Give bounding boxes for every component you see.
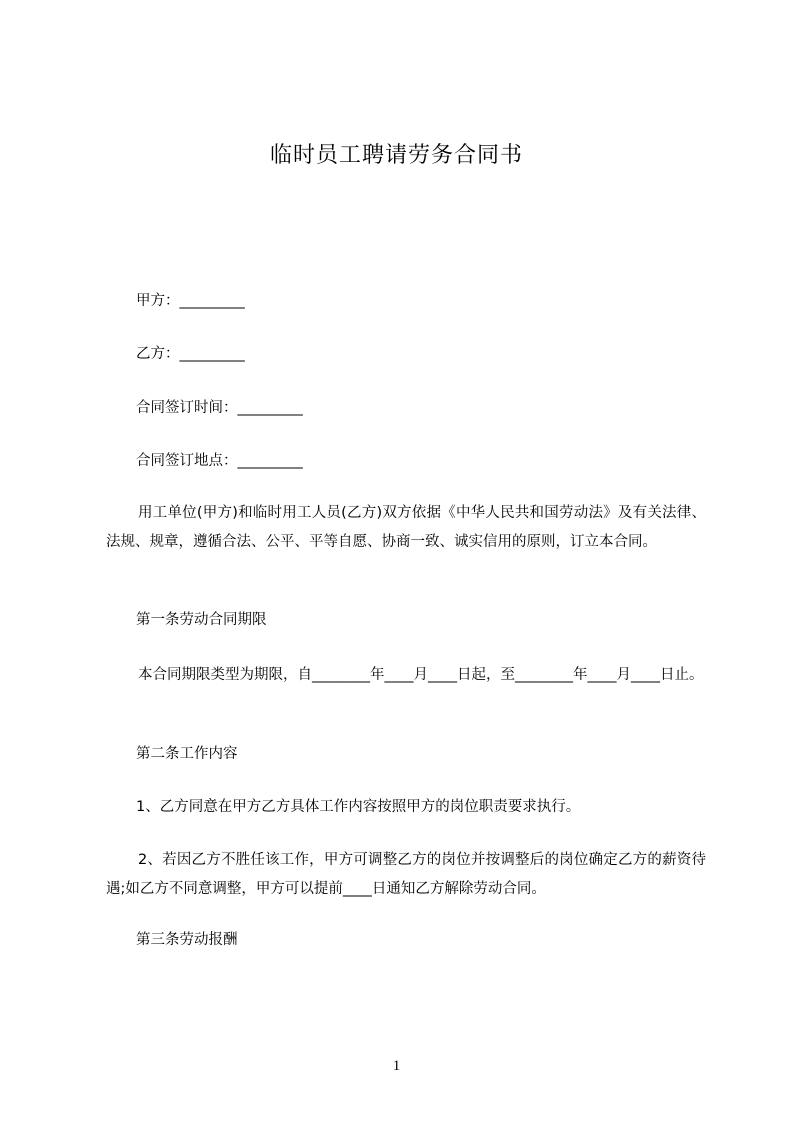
party-b-line: 乙方：_________ bbox=[136, 346, 245, 362]
party-a-line: 甲方：_________ bbox=[136, 293, 245, 309]
article-1-paragraph: 本合同期限类型为期限，自________年____月____日起，至________年____月____日止。 bbox=[138, 667, 704, 683]
article-1-heading: 第一条劳动合同期限 bbox=[136, 612, 267, 628]
page-number: 1 bbox=[392, 1058, 401, 1074]
article-2-item-1: 1、乙方同意在甲方乙方具体工作内容按照甲方的岗位职责要求执行。 bbox=[136, 799, 581, 815]
article-3-heading: 第三条劳动报酬 bbox=[136, 932, 238, 948]
sign-place-line: 合同签订地点：_________ bbox=[136, 453, 303, 469]
article-2-item-2: 2、若因乙方不胜任该工作，甲方可调整乙方的岗位并按调整后的岗位确定乙方的薪资待遇;如乙方不同意调整，甲方可以提前____日通知乙方解除劳动合同。 bbox=[106, 852, 706, 897]
article-2-heading: 第二条工作内容 bbox=[136, 746, 238, 762]
document-title: 临时员工聘请劳务合同书 bbox=[269, 143, 523, 168]
sign-time-line: 合同签订时间：_________ bbox=[136, 400, 303, 416]
preamble-paragraph: 用工单位(甲方)和临时用工人员(乙方)双方依据《中华人民共和国劳动法》及有关法律、法规、规章，遵循合法、公平、平等自愿、协商一致、诚实信用的原则，订立本合同。 bbox=[106, 505, 706, 550]
